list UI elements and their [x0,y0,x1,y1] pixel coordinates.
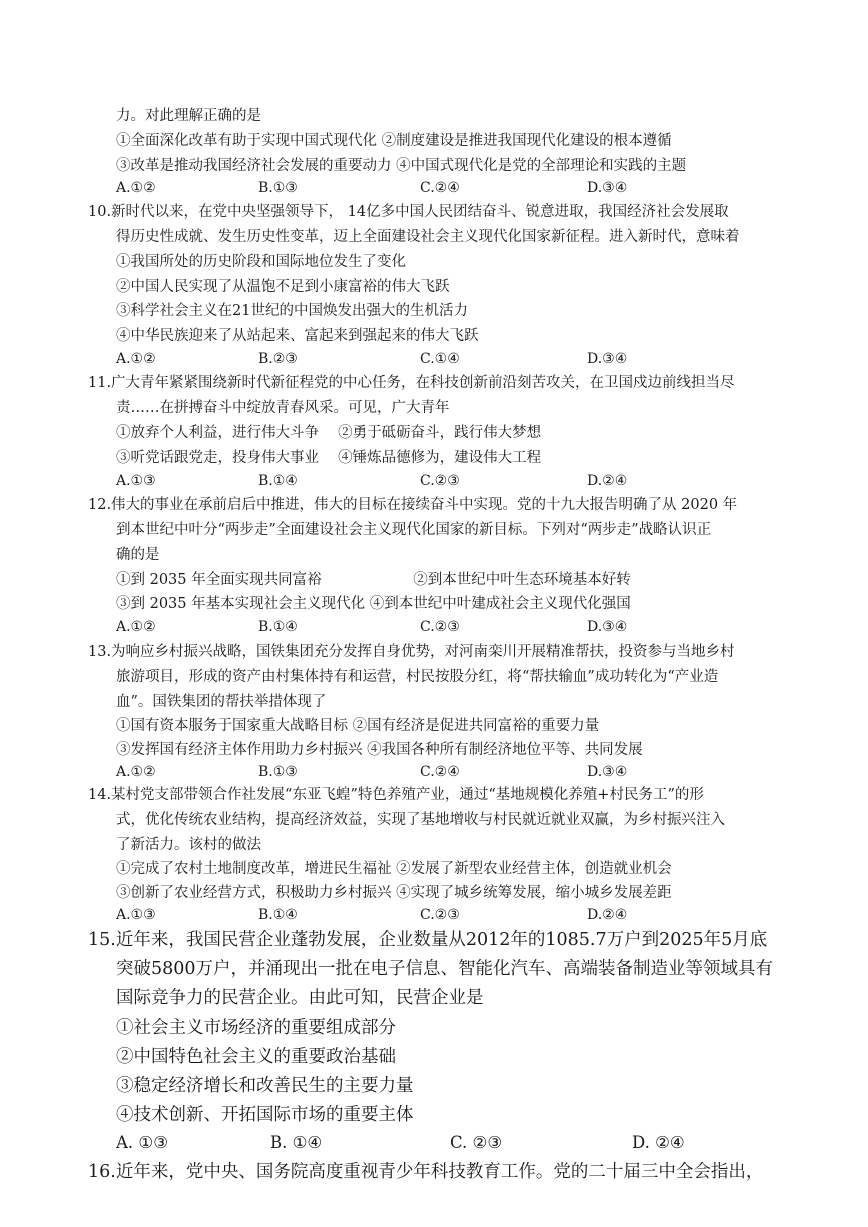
q12-item: ①到 2035 年全面实现共同富裕 ②到本世纪中叶生态环境基本好转 [116,572,631,588]
q13-option-d: D.③④ [587,764,628,780]
q10-item: ②中国人民实现了从温饱不足到小康富裕的伟大飞跃 [116,279,450,295]
q14-option-a: A.①③ [116,907,156,923]
q13-option-c: C.②④ [420,764,460,780]
q11-option-c: C.②③ [420,473,460,489]
q12-option-d: D.③④ [587,619,628,635]
q15-item: ①社会主义市场经济的重要组成部分 [116,1018,396,1038]
q15-item: ②中国特色社会主义的重要政治基础 [116,1047,396,1067]
q12-stem: 12.伟大的事业在承前启后中推进，伟大的目标在接续奋斗中实现。党的十九大报告明确了从 2020 年 [88,497,738,513]
q14-stem: 式，优化传统农业结构，提高经济效益，实现了基地增收与村民就近就业双赢，为乡村振兴注入 [116,812,725,828]
q15-stem: 国际竞争力的民营企业。由此可知，民营企业是 [116,988,484,1008]
q15-item: ④技术创新、开拓国际市场的重要主体 [116,1105,414,1125]
q9-option-d: D.③④ [587,180,628,196]
q10-option-c: C.①④ [420,351,460,367]
q14-item: ①完成了农村土地制度改革，增进民生福祉 ②发展了新型农业经营主体，创造就业机会 [116,861,672,877]
q13-stem: 13.为响应乡村振兴战略，国铁集团充分发挥自身优势，对河南栾川开展精准帮扶，投资参与当地乡村 [88,644,735,660]
q14-stem: 14.某村党支部带领合作社发展“东亚飞蝗”特色养殖产业，通过“基地规模化养殖+村民务工”的形 [88,787,704,803]
q14-item: ③创新了农业经营方式，积极助力乡村振兴 ④实现了城乡统筹发展，缩小城乡发展差距 [116,885,672,901]
q12-option-a: A.①② [116,619,156,635]
q11-stem: 责……在拼搏奋斗中绽放青春风采。可见，广大青年 [116,400,450,416]
q11-option-b: B.①④ [258,473,298,489]
q15-option-a: A. ①③ [116,1133,168,1152]
q9-item: ③改革是推动我国经济社会发展的重要动力 ④中国式现代化是党的全部理论和实践的主题 [116,158,687,174]
q12-stem: 到本世纪中叶分“两步走”全面建设社会主义现代化国家的新目标。下列对“两步走”战略认识正 [116,522,712,538]
q13-item: ①国有资本服务于国家重大战略目标 ②国有经济是促进共同富裕的重要力量 [116,718,600,734]
q13-stem: 旅游项目，形成的资产由村集体持有和运营，村民按股分红，将“帮扶输血”成功转化为“产业造 [116,669,719,685]
q10-option-b: B.②③ [258,351,298,367]
q9-option-b: B.①③ [258,180,298,196]
q10-option-d: D.③④ [587,351,628,367]
q15-option-b: B. ①④ [270,1133,323,1152]
q10-item: ①我国所处的历史阶段和国际地位发生了变化 [116,254,406,270]
q11-item: ①放弃个人利益，进行伟大斗争 ②勇于砥砺奋斗，践行伟大梦想 [116,425,542,441]
q11-option-d: D.②④ [587,473,628,489]
q14-option-b: B.①④ [258,907,298,923]
q10-stem: 得历史性成就、发生历史性变革，迈上全面建设社会主义现代化国家新征程。进入新时代，意味着 [116,229,740,245]
q9-stem: 力。对此理解正确的是 [116,108,261,124]
q9-item: ①全面深化改革有助于实现中国式现代化 ②制度建设是推进我国现代化建设的根本遵循 [116,133,672,149]
q14-stem: 了新活力。该村的做法 [116,837,261,853]
q14-option-c: C.②③ [420,907,460,923]
q10-item: ③科学社会主义在21世纪的中国焕发出强大的生机活力 [116,303,468,319]
q11-stem: 11.广大青年紧紧围绕新时代新征程党的中心任务，在科技创新前沿刻苦攻关，在卫国戍边前线担当尽 [88,375,735,391]
q15-item: ③稳定经济增长和改善民生的主要力量 [116,1076,414,1096]
q13-stem: 血”。国铁集团的帮扶举措体现了 [116,694,327,710]
q10-stem: 10.新时代以来，在党中央坚强领导下， 14亿多中国人民团结奋斗、锐意进取，我国经济社会发展取 [88,204,729,220]
q9-option-a: A.①② [116,180,156,196]
q13-item: ③发挥国有经济主体作用助力乡村振兴 ④我国各种所有制经济地位平等、共同发展 [116,742,643,758]
q12-item: ③到 2035 年基本实现社会主义现代化 ④到本世纪中叶建成社会主义现代化强国 [116,596,631,612]
q16-stem: 16.近年来，党中央、国务院高度重视青少年科技教育工作。党的二十届三中全会指出， [88,1162,764,1182]
q13-option-a: A.①② [116,764,156,780]
q10-item: ④中华民族迎来了从站起来、富起来到强起来的伟大飞跃 [116,328,479,344]
q12-option-b: B.①④ [258,619,298,635]
q10-option-a: A.①② [116,351,156,367]
q12-stem: 确的是 [116,547,160,563]
q15-option-c: C. ②③ [450,1133,503,1152]
q12-option-c: C.②③ [420,619,460,635]
q15-option-d: D. ②④ [632,1133,685,1152]
q9-option-c: C.②④ [420,180,460,196]
q11-option-a: A.①③ [116,473,156,489]
q11-item: ③听党话跟党走，投身伟大事业 ④锤炼品德修为，建设伟大工程 [116,450,542,466]
q13-option-b: B.①③ [258,764,298,780]
q14-option-d: D.②④ [587,907,628,923]
q15-stem: 突破5800万户，并涌现出一批在电子信息、智能化汽车、高端装备制造业等领域具有 [116,959,774,979]
q15-stem: 15.近年来，我国民营企业蓬勃发展，企业数量从2012年的1085.7万户到2025年5月底 [88,930,768,950]
